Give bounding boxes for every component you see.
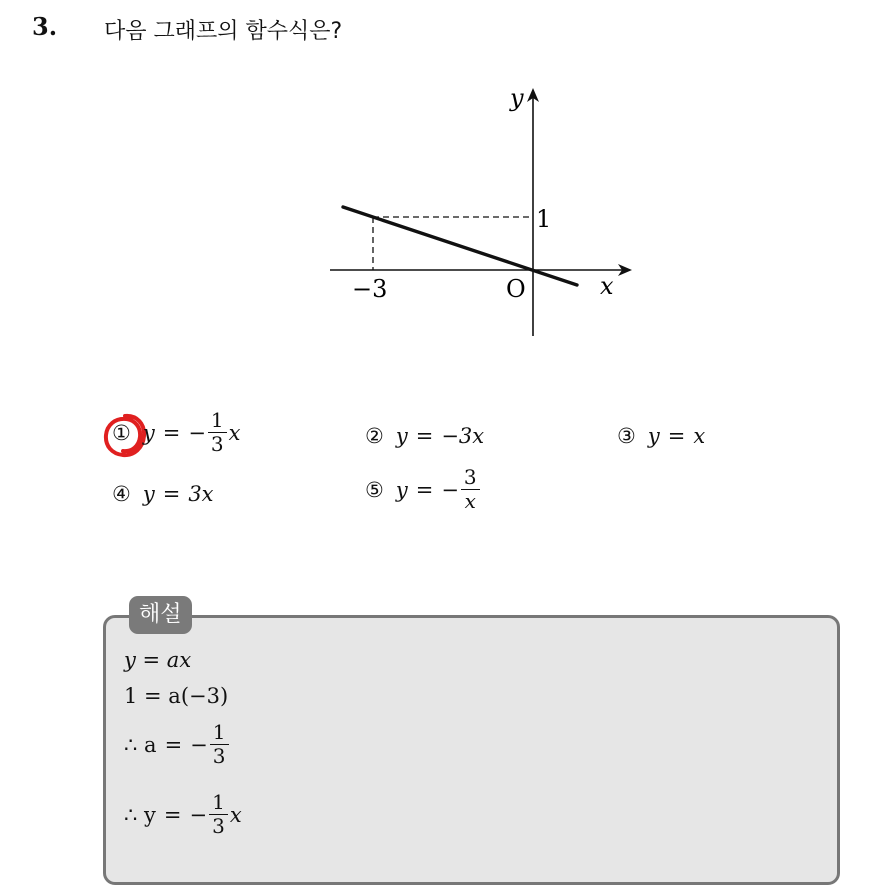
choice-5-expression: y = − $\frac{3}{x}$: [396, 467, 482, 512]
choice-5[interactable]: [365, 467, 482, 512]
choice-3-expression: y = x: [647, 424, 706, 448]
function-graph: [320, 80, 640, 350]
choice-3[interactable]: [617, 424, 705, 448]
y-tick-label: 1: [536, 205, 552, 233]
solution-line-3: ∴ a = − $\frac{1}{3}$: [124, 722, 231, 767]
choice-4-expression: y = 3x: [142, 482, 214, 506]
choice-4-number: ④: [112, 482, 131, 506]
question-text: 다음 그래프의 함수식은?: [104, 19, 343, 44]
solution-label: 해설: [129, 596, 192, 634]
choice-1-number: ①: [112, 420, 131, 445]
solution-line-1: y = ax: [124, 648, 192, 672]
choice-1-expression: y = − $\frac{1}{3}$ x: [142, 408, 241, 456]
choice-1[interactable]: [112, 410, 241, 455]
origin-label: O: [506, 275, 526, 303]
choice-2[interactable]: [365, 424, 484, 448]
choice-4[interactable]: [112, 482, 214, 506]
choice-2-expression: y = −3x: [395, 424, 485, 448]
x-axis-label: x: [600, 272, 614, 300]
x-tick-label: −3: [352, 275, 388, 303]
y-axis-label: y: [510, 84, 524, 112]
solution-line-2: 1 = a(−3): [124, 684, 229, 708]
solution-line-4: ∴ y = − $\frac{1}{3}$ x: [124, 790, 242, 838]
choice-5-number: ⑤: [365, 477, 384, 502]
choice-3-number: ③: [617, 424, 636, 448]
question-number: 3.: [32, 12, 58, 41]
choice-2-number: ②: [365, 424, 384, 448]
